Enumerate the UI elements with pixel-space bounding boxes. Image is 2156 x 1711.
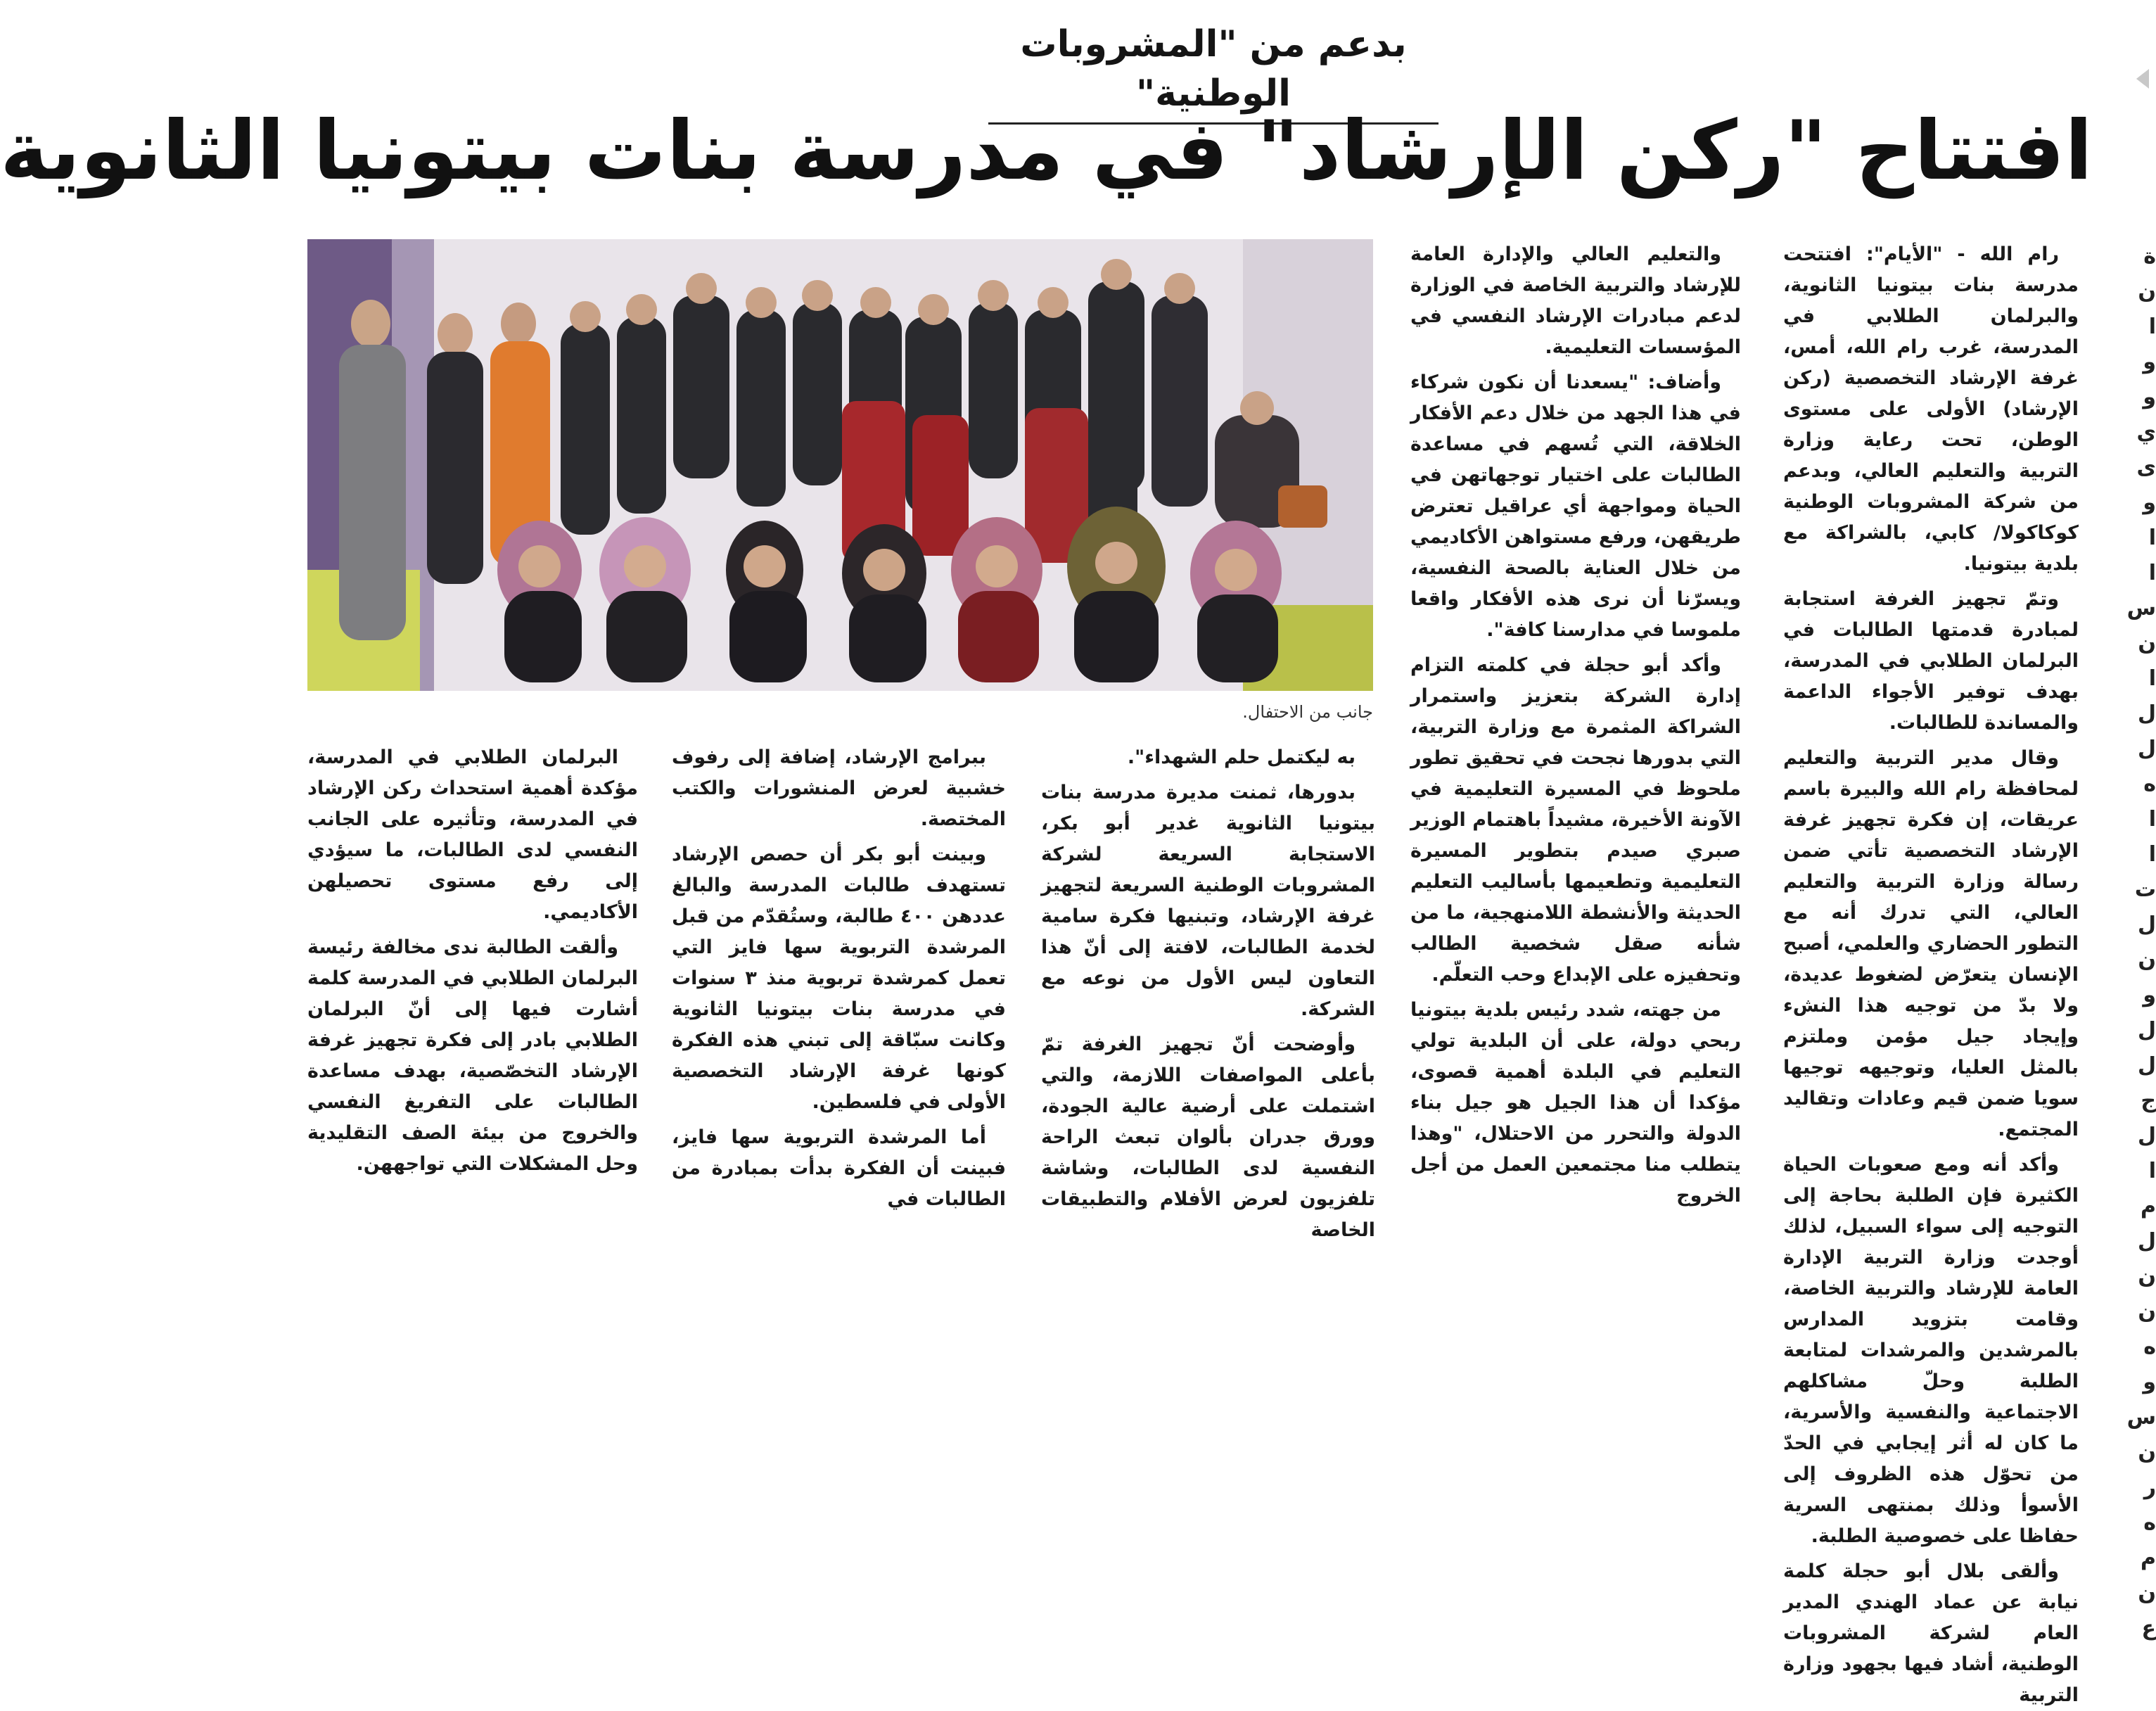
column-4 bbox=[672, 742, 1006, 1210]
edge-fragment: س bbox=[2126, 1405, 2156, 1430]
column-2 bbox=[1410, 239, 1741, 1207]
edge-fragment: ن bbox=[2138, 279, 2156, 304]
edge-fragment: ه bbox=[2143, 772, 2156, 796]
paragraph: به ليكتمل حلم الشهداء". bbox=[1127, 746, 1356, 768]
edge-fragment: ن bbox=[2138, 1299, 2156, 1324]
edge-fragment: م bbox=[2141, 1194, 2156, 1219]
paragraph: وتمّ تجهيز الغرفة استجابة لمبادرة قدمتها الطالبات في البرلمان الطلابي في المدرسة، بهدف توفير الأجواء الداعمة والمساندة للطالبات. bbox=[1783, 588, 2079, 734]
edge-fragment: س bbox=[2126, 596, 2156, 621]
edge-fragment: و bbox=[2143, 490, 2156, 515]
adjacent-column-edge bbox=[2119, 239, 2156, 1641]
column-5 bbox=[307, 742, 638, 1175]
edge-fragment: ا bbox=[2148, 842, 2156, 867]
edge-fragment: ن bbox=[2138, 1440, 2156, 1465]
edge-fragment: ا bbox=[2148, 1159, 2156, 1183]
edge-fragment: ن bbox=[2138, 948, 2156, 972]
edge-fragment: م bbox=[2141, 1546, 2156, 1570]
page-turn-arrow-icon[interactable] bbox=[2136, 69, 2149, 89]
column-3 bbox=[1041, 742, 1375, 1241]
edge-fragment: ى bbox=[2136, 455, 2156, 480]
edge-fragment: ل bbox=[2137, 1053, 2156, 1078]
edge-fragment: و bbox=[2143, 350, 2156, 374]
paragraph: ببرامج الإرشاد، إضافة إلى رفوف خشبية لعرض المنشورات والكتب المختصة. bbox=[672, 746, 1006, 830]
edge-fragment: ت bbox=[2134, 877, 2156, 902]
paragraph: وبينت أبو بكر أن حصص الإرشاد تستهدف طالبات المدرسة والبالغ عددهن ٤٠٠ طالبة، وستُقدّم من قبل المرشدة التربوية سها فايز التي تعمل كمرشدة تربوية منذ ٣ سنوات في مدرسة بنات بيتونيا الثانوية وكانت سبّاقة إلى تبني هذه الفكرة كونها غرفة الإرشاد التخصصية الأولى في فلسطين. bbox=[672, 844, 1006, 1113]
edge-fragment: و bbox=[2143, 385, 2156, 409]
paragraph: رام الله - "الأيام": افتتحت مدرسة بنات بيتونيا الثانوية، والبرلمان الطلابي في المدرسة، غرب رام الله، أمس، غرفة الإرشاد التخصصية (ركن الإرشاد) الأولى على مستوى الوطن، تحت رعاية وزارة التربية والتعليم العالي، وبدعم من شركة المشروبات الوطنية كوكاكولا/ كابي، بالشراكة مع بلدية بيتونيا. bbox=[1783, 243, 2079, 575]
paragraph: البرلمان الطلابي في المدرسة، مؤكدة أهمية استحداث ركن الإرشاد في المدرسة، وتأثيره على الجانب النفسي لدى الطالبات، ما سيؤدي إلى رفع مستوى تحصيلهن الأكاديمي. bbox=[307, 746, 638, 923]
edge-fragment: ا bbox=[2148, 807, 2156, 832]
photo-caption: جانب من الاحتفال. bbox=[1242, 702, 1373, 722]
edge-fragment: ة bbox=[2143, 244, 2156, 269]
edge-fragment: ا bbox=[2148, 666, 2156, 691]
headline: افتتاح "ركن الإرشاد" في مدرسة بنات بيتونيا الثانوية bbox=[0, 103, 2093, 198]
edge-fragment: ا bbox=[2148, 314, 2156, 339]
kicker: بدعم من "المشروبات الوطنية" bbox=[988, 20, 1439, 125]
edge-fragment: ي bbox=[2136, 420, 2156, 445]
paragraph: وقال مدير التربية والتعليم لمحافظة رام الله والبيرة باسم عريقات، إن فكرة تجهيز غرفة الإرشاد التخصصية تأتي ضمن رسالة وزارة التربية والتعليم العالي، التي تدرك أنه مع التطور الحضاري والعلمي، أصبح الإنسان يتعرّض لضغوط عديدة، ولا بدّ من توجيه هذا النشء وإيجاد جيل مؤمن وملتزم بالمثل العليا، وتوجيهه توجيها سويا ضمن قيم وعادات وتقاليد المجتمع. bbox=[1783, 747, 2079, 1140]
edge-fragment: ل bbox=[2137, 737, 2156, 761]
paragraph: أما المرشدة التربوية سها فايز، فبينت أن الفكرة بدأت بمبادرة من الطالبات في bbox=[672, 1126, 1006, 1210]
edge-fragment: ل bbox=[2137, 1229, 2156, 1254]
group-photo-illustration bbox=[307, 239, 1373, 691]
paragraph: بدورها، ثمنت مديرة مدرسة بنات بيتونيا الثانوية غدير أبو بكر، الاستجابة السريعة لشركة المشروبات الوطنية السريعة لتجهيز غرفة الإرشاد، وتبنيها فكرة سامية لخدمة الطالبات، لافتة إلى أنّ هذا التعاون ليس الأول من نوعه مع الشركة. bbox=[1041, 782, 1375, 1020]
edge-fragment: ج bbox=[2141, 1088, 2156, 1113]
paragraph: وألقت الطالبة ندى مخالفة رئيسة البرلمان الطلابي في المدرسة كلمة أشارت فيها إلى أنّ البرلمان الطلابي بادر إلى فكرة تجهيز غرفة الإرشاد التخصّصية، بهدف مساعدة الطالبات على التفريغ النفسي والخروج من بيئة الصف التقليدية وحل المشكلات التي تواجههن. bbox=[307, 936, 638, 1175]
paragraph: والتعليم العالي والإدارة العامة للإرشاد والتربية الخاصة في الوزارة لدعم مبادرات الإرشاد النفسي في المؤسسات التعليمية. bbox=[1410, 243, 1741, 358]
paragraph: من جهته، شدد رئيس بلدية بيتونيا ربحي دولة، على أن البلدية تولي التعليم في البلدة أهمية قصوى، مؤكدا أن هذا الجيل هو جيل بناء الدولة والتحرر من الاحتلال، "وهذا يتطلب منا مجتمعين العمل من أجل الخروج bbox=[1410, 999, 1741, 1207]
edge-fragment: ل bbox=[2137, 1124, 2156, 1148]
edge-fragment: و bbox=[2143, 1370, 2156, 1394]
edge-fragment: ل bbox=[2137, 912, 2156, 937]
edge-fragment: ن bbox=[2138, 631, 2156, 656]
edge-fragment: ا bbox=[2148, 526, 2156, 550]
event-photo bbox=[307, 239, 1373, 691]
edge-fragment: ع bbox=[2141, 1616, 2156, 1641]
column-1 bbox=[1783, 239, 2079, 1706]
paragraph: وألقى بلال أبو حجلة كلمة نيابة عن عماد الهندي المدير العام لشركة المشروبات الوطنية، أشاد فيها بجهود وزارة التربية bbox=[1783, 1560, 2079, 1706]
edge-fragment: ه bbox=[2143, 1335, 2156, 1359]
edge-fragment: ر bbox=[2143, 1475, 2156, 1500]
edge-fragment: ن bbox=[2138, 1581, 2156, 1605]
edge-fragment: ن bbox=[2138, 1264, 2156, 1289]
edge-fragment: ل bbox=[2137, 1018, 2156, 1043]
paragraph: وأوضحت أنّ تجهيز الغرفة تمّ بأعلى المواصفات اللازمة، والتي اشتملت على أرضية عالية الجودة، وورق جدران بألوان تبعث الراحة النفسية لدى الطالبات، وشاشة تلفزيون لعرض الأفلام والتطبيقات الخاصة bbox=[1041, 1033, 1375, 1241]
edge-fragment: و bbox=[2143, 983, 2156, 1007]
edge-fragment: ه bbox=[2143, 1510, 2156, 1535]
edge-fragment: ا bbox=[2148, 561, 2156, 585]
paragraph: وأكد أنه ومع صعوبات الحياة الكثيرة فإن الطلبة بحاجة إلى التوجيه إلى سواء السبيل، لذلك أوجدت وزارة التربية الإدارة العامة للإرشاد والتربية الخاصة، وقامت بتزويد المدارس بالمرشدين والمرشدات لمتابعة الطلبة وحلّ مشاكلهم الاجتماعية والنفسية والأسرية، ما كان له أثر إيجابي في الحدّ من تحوّل هذه الظروف إلى الأسوأ وذلك بمنتهى السرية حفاظا على خصوصية الطلبة. bbox=[1783, 1154, 2079, 1547]
edge-fragment: ل bbox=[2137, 701, 2156, 726]
paragraph: وأضاف: "يسعدنا أن نكون شركاء في هذا الجهد من خلال دعم الأفكار الخلاقة، التي تُسهم في مساعدة الطالبات على اختيار توجهاتهن في الحياة ومواجهة أي عراقيل تعترض طريقهن، ورفع مستواهن الأكاديمي من خلال العناية بالصحة النفسية، ويسرّنا أن نرى هذه الأفكار واقعا ملموسا في مدارسنا كافة". bbox=[1410, 371, 1741, 641]
paragraph: وأكد أبو حجلة في كلمته التزام إدارة الشركة بتعزيز واستمرار الشراكة المثمرة مع وزارة التربية، التي بدورها نجحت في تحقيق تطور ملحوظ في المسيرة التعليمية في الآونة الأخيرة، مشيداً باهتمام الوزير صبري صيدم بتطوير المسيرة التعليمية وتطعيمها بأساليب التعليم الحديثة والأنشطة اللامنهجية، ما من شأنه صقل شخصية الطالب وتحفيزه على الإبداع وحب التعلّم. bbox=[1410, 654, 1741, 986]
